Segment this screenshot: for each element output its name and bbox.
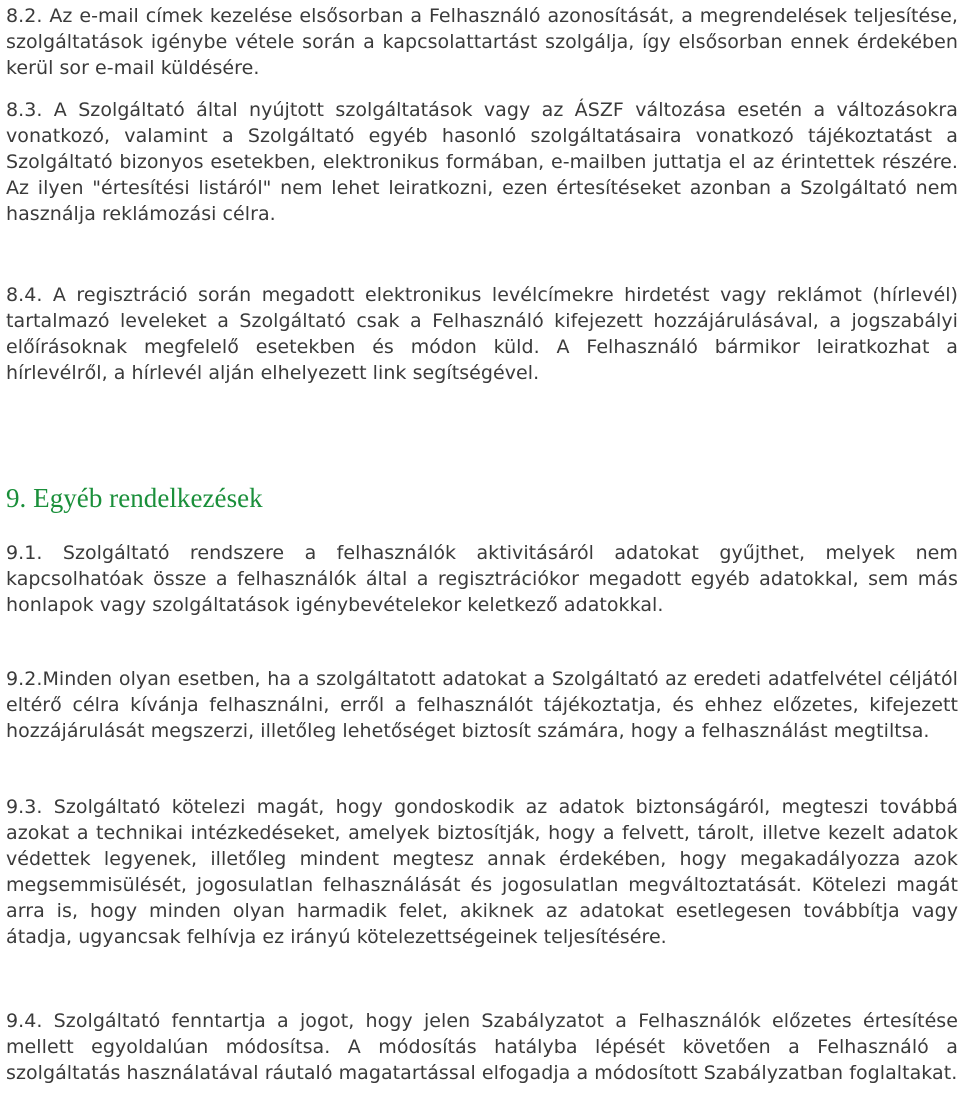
paragraph-8-4: 8.4. A regisztráció során megadott elektronikus levélcímekre hirdetést vagy reklámot (hírlevél) tartalmazó leveleket a Szolgáltató csak a Felhasználó kifejezett hozzájárulásával, a jogszabályi előírásoknak megfelelő esetekben és módon küld. A Felhasználó bármikor leiratkozhat a hírlevélről, a hírlevél alján elhelyezett link segítségével. xyxy=(6,284,958,384)
paragraph-8-2: 8.2. Az e-mail címek kezelése elsősorban a Felhasználó azonosítását, a megrendelések teljesítése, szolgáltatások igénybe vétele során a kapcsolattartást szolgálja, így elsősorban ennek érdekében kerül sor e-mail küldésére. xyxy=(6,5,958,79)
paragraph-9-4: 9.4. Szolgáltató fenntartja a jogot, hogy jelen Szabályzatot a Felhasználók előzetes értesítése mellett egyoldalúan módosítsa. A módosítás hatályba lépését követően a Felhasználó a szolgáltatás használatával ráutaló magatartással elfogadja a módosított Szabályzatban foglaltakat. xyxy=(6,1010,958,1084)
paragraph-9-3: 9.3. Szolgáltató kötelezi magát, hogy gondoskodik az adatok biztonságáról, megteszi továbbá azokat a technikai intézkedéseket, amelyek biztosítják, hogy a felvett, tárolt, illetve kezelt adatok védettek legyenek, illetőleg mindent megtesz annak érdekében, hogy megakadályozza azok megsemmisülését, jogosulatlan felhasználását és jogosulatlan megváltoztatását. Kötelezi magát arra is, hogy minden olyan harmadik felet, akiknek az adatokat esetlegesen továbbítja vagy átadja, ugyancsak felhívja ez irányú kötelezettségeinek teljesítésére. xyxy=(6,796,958,948)
paragraph-9-2: 9.2.Minden olyan esetben, ha a szolgáltatott adatokat a Szolgáltató az eredeti adatfelvétel céljától eltérő célra kívánja felhasználni, erről a felhasználót tájékoztatja, és ehhez előzetes, kifejezett hozzájárulását megszerzi, illetőleg lehetőséget biztosít számára, hogy a felhasználást megtiltsa. xyxy=(6,668,958,742)
paragraph-8-3: 8.3. A Szolgáltató által nyújtott szolgáltatások vagy az ÁSZF változása esetén a változásokra vonatkozó, valamint a Szolgáltató egyéb hasonló szolgáltatásaira vonatkozó tájékoztatást a Szolgáltató bizonyos esetekben, elektronikus formában, e-mailben juttatja el az érintettek részére. Az ilyen "értesítési listáról" nem lehet leiratkozni, ezen értesítéseket azonban a Szolgáltató nem használja reklámozási célra. xyxy=(6,99,958,225)
paragraph-9-1: 9.1. Szolgáltató rendszere a felhasználók aktivitásáról adatokat gyűjthet, melyek nem kapcsolhatóak össze a felhasználók által a regisztrációkor megadott egyéb adatokkal, sem más honlapok vagy szolgáltatások igénybevételekor keletkező adatokkal. xyxy=(6,542,958,616)
section-heading-9: 9. Egyéb rendelkezések xyxy=(6,483,263,513)
